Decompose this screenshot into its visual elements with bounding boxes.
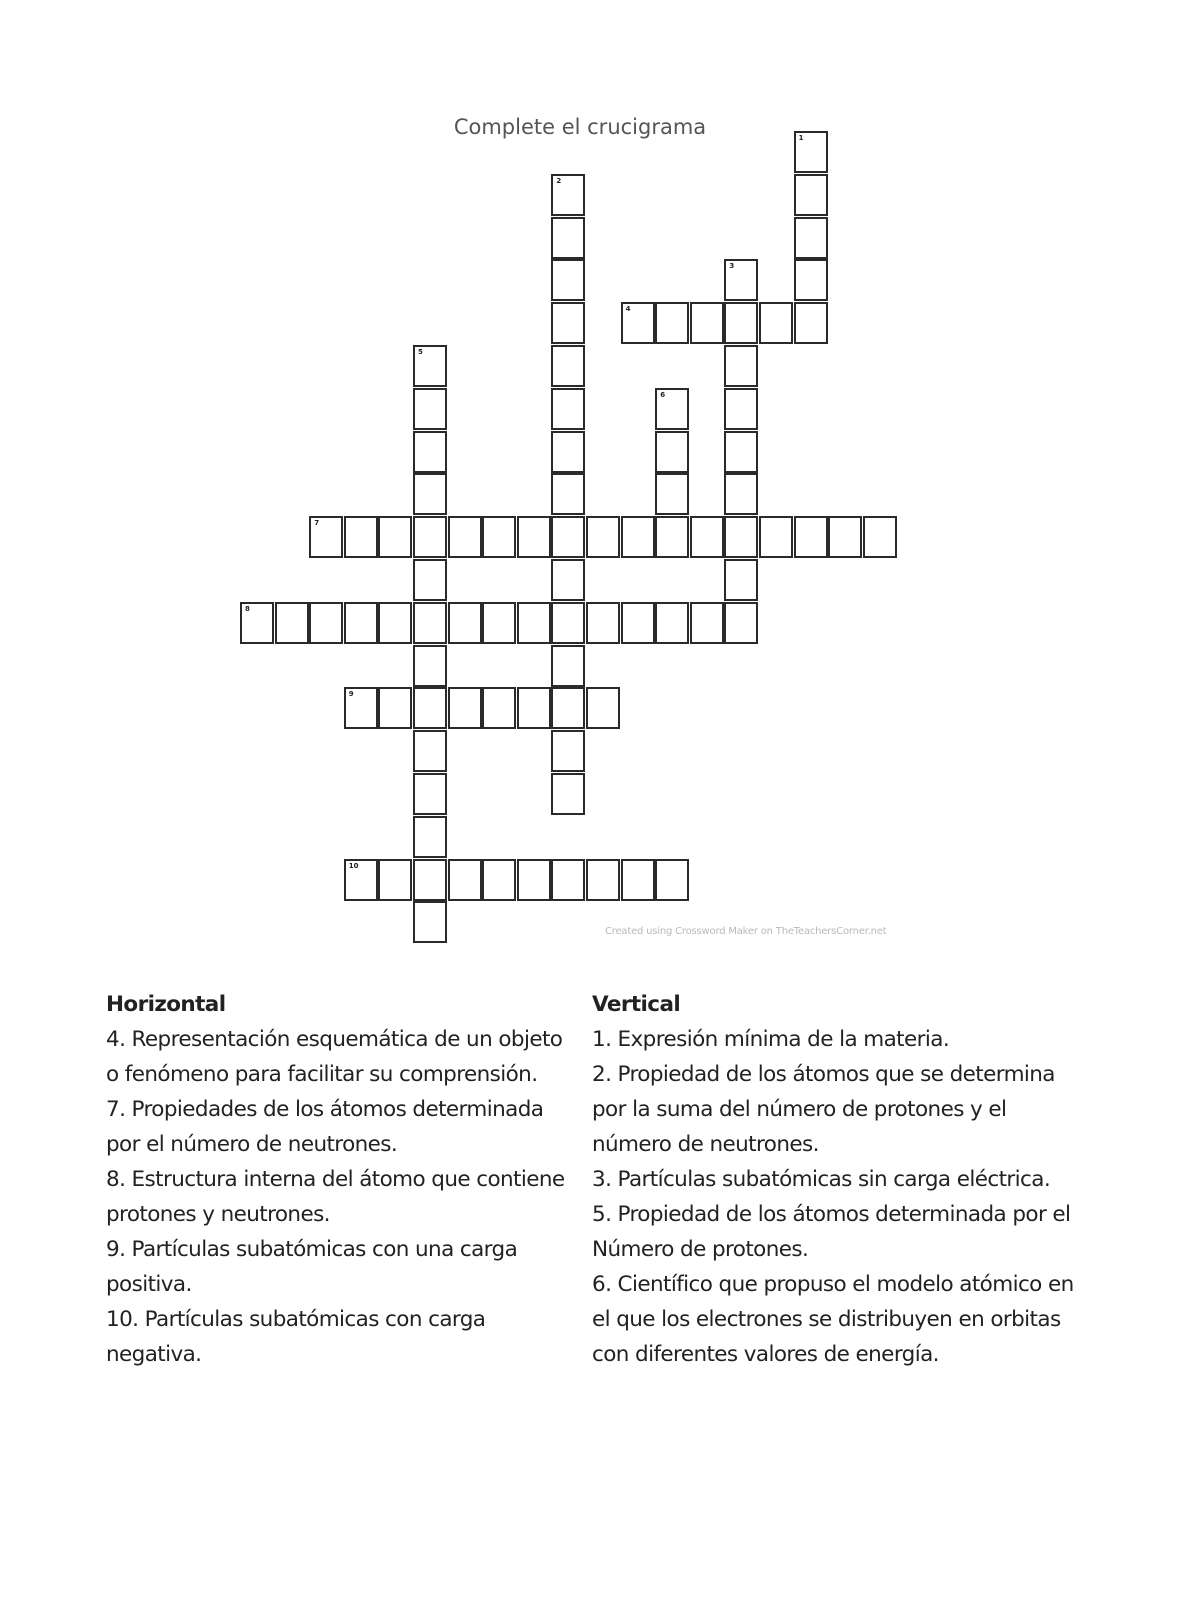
crossword-cell[interactable] — [344, 516, 378, 558]
crossword-cell[interactable] — [413, 431, 447, 473]
clue-number: 3 — [729, 262, 735, 271]
crossword-cell[interactable] — [690, 516, 724, 558]
crossword-cell[interactable] — [551, 259, 585, 301]
crossword-cell[interactable] — [413, 773, 447, 815]
credit-note: Created using Crossword Maker on TheTeachersCorner.net — [605, 926, 887, 937]
crossword-cell[interactable] — [551, 302, 585, 344]
crossword-title: Complete el crucigrama — [453, 115, 707, 139]
crossword-cell[interactable] — [551, 388, 585, 430]
crossword-cell[interactable] — [413, 859, 447, 901]
crossword-cell[interactable] — [794, 302, 828, 344]
crossword-cell[interactable] — [690, 602, 724, 644]
crossword-cell[interactable] — [240, 602, 274, 644]
crossword-cell[interactable] — [309, 516, 343, 558]
crossword-cell[interactable] — [621, 602, 655, 644]
crossword-cell[interactable] — [448, 602, 482, 644]
crossword-cell[interactable] — [655, 473, 689, 515]
crossword-cell[interactable] — [794, 131, 828, 173]
crossword-cell[interactable] — [309, 602, 343, 644]
crossword-cell[interactable] — [655, 388, 689, 430]
crossword-cell[interactable] — [655, 302, 689, 344]
crossword-cell[interactable] — [448, 859, 482, 901]
crossword-cell[interactable] — [759, 302, 793, 344]
crossword-cell[interactable] — [413, 645, 447, 687]
crossword-cell[interactable] — [448, 687, 482, 729]
crossword-cell[interactable] — [551, 773, 585, 815]
crossword-cell[interactable] — [551, 345, 585, 387]
clue-item: 9. Partículas subatómicas con una carga positiva. — [106, 1237, 518, 1297]
crossword-cell[interactable] — [344, 602, 378, 644]
clue-number: 6 — [660, 390, 666, 399]
crossword-cell[interactable] — [378, 602, 412, 644]
crossword-cell[interactable] — [517, 516, 551, 558]
crossword-cell[interactable] — [413, 816, 447, 858]
crossword-cell[interactable] — [413, 730, 447, 772]
clue-item: 7. Propiedades de los átomos determinada por el número de neutrones. — [106, 1097, 544, 1157]
crossword-cell[interactable] — [551, 730, 585, 772]
crossword-cell[interactable] — [413, 388, 447, 430]
clue-item: 5. Propiedad de los átomos determinada por el Número de protones. — [592, 1202, 1071, 1262]
crossword-cell[interactable] — [551, 473, 585, 515]
crossword-cell[interactable] — [724, 516, 758, 558]
clue-number: 1 — [798, 134, 804, 142]
crossword-cell[interactable] — [482, 859, 516, 901]
crossword-cell[interactable] — [413, 516, 447, 558]
crossword-cell[interactable] — [724, 388, 758, 430]
crossword-cell[interactable] — [655, 431, 689, 473]
clue-number: 5 — [418, 348, 423, 356]
crossword-cell[interactable] — [586, 602, 620, 644]
crossword-cell[interactable] — [621, 516, 655, 558]
horizontal-clues — [106, 987, 566, 1372]
clue-number: 8 — [245, 604, 250, 613]
clue-item: 8. Estructura interna del átomo que contiene protones y neutrones. — [106, 1167, 565, 1227]
crossword-cell[interactable] — [863, 516, 897, 558]
crossword-cell[interactable] — [517, 687, 551, 729]
crossword-cell[interactable] — [413, 687, 447, 729]
crossword-cell[interactable] — [378, 687, 412, 729]
crossword-cell[interactable] — [551, 217, 585, 259]
crossword-cell[interactable] — [517, 602, 551, 644]
crossword-cell[interactable] — [275, 602, 309, 644]
crossword-cell[interactable] — [724, 473, 758, 515]
clue-number: 2 — [556, 176, 562, 185]
crossword-cell[interactable] — [344, 859, 378, 901]
crossword-cell[interactable] — [794, 516, 828, 558]
crossword-cell[interactable] — [655, 516, 689, 558]
crossword-cell[interactable] — [586, 687, 620, 729]
crossword-cell[interactable] — [413, 345, 447, 387]
crossword-cell[interactable] — [621, 302, 655, 344]
horizontal-heading: Horizontal — [106, 992, 226, 1017]
crossword-cell[interactable] — [690, 302, 724, 344]
crossword-cell[interactable] — [794, 259, 828, 301]
crossword-cell[interactable] — [551, 859, 585, 901]
crossword-cell[interactable] — [413, 602, 447, 644]
crossword-cell[interactable] — [724, 602, 758, 644]
crossword-cell[interactable] — [517, 859, 551, 901]
crossword-cell[interactable] — [413, 901, 447, 943]
clue-item: 2. Propiedad de los átomos que se determina por la suma del número de protones y el número de neutrones. — [592, 1062, 1055, 1157]
clue-number: 7 — [314, 519, 320, 528]
vertical-clues — [592, 987, 1082, 1372]
crossword-cell[interactable] — [551, 687, 585, 729]
crossword-cell[interactable] — [413, 559, 447, 601]
clue-item: 6. Científico que propuso el modelo atómico en el que los electrones se distribuyen en orbitas con diferentes valores de energía. — [592, 1272, 1074, 1367]
clue-number: 10 — [348, 861, 359, 870]
crossword-cell[interactable] — [724, 259, 758, 301]
crossword-cell[interactable] — [551, 516, 585, 558]
crossword-cell[interactable] — [482, 602, 516, 644]
clue-item: 3. Partículas subatómicas sin carga eléctrica. — [592, 1167, 1051, 1192]
crossword-cell[interactable] — [724, 431, 758, 473]
crossword-cell[interactable] — [378, 859, 412, 901]
vertical-heading: Vertical — [592, 992, 681, 1017]
crossword-cell[interactable] — [794, 174, 828, 216]
crossword-cell[interactable] — [586, 516, 620, 558]
crossword-cell[interactable] — [482, 516, 516, 558]
clue-item: 4. Representación esquemática de un objeto o fenómeno para facilitar su comprensión. — [106, 1027, 563, 1087]
crossword-cell[interactable] — [413, 473, 447, 515]
clue-number: 9 — [348, 690, 354, 699]
crossword-cell[interactable] — [724, 345, 758, 387]
crossword-cell[interactable] — [551, 431, 585, 473]
clue-number: 4 — [625, 305, 631, 314]
crossword-cell[interactable] — [448, 516, 482, 558]
clue-item: 10. Partículas subatómicas con carga negativa. — [106, 1307, 486, 1367]
crossword-cell[interactable] — [655, 859, 689, 901]
crossword-cell[interactable] — [586, 859, 620, 901]
crossword-cell[interactable] — [724, 302, 758, 344]
crossword-cell[interactable] — [551, 645, 585, 687]
crossword-cell[interactable] — [724, 559, 758, 601]
crossword-cell[interactable] — [551, 174, 585, 216]
crossword-cell[interactable] — [378, 516, 412, 558]
crossword-cell[interactable] — [759, 516, 793, 558]
clue-item: 1. Expresión mínima de la materia. — [592, 1027, 950, 1052]
crossword-cell[interactable] — [655, 602, 689, 644]
crossword-cell[interactable] — [621, 859, 655, 901]
crossword-cell[interactable] — [482, 687, 516, 729]
crossword-cell[interactable] — [344, 687, 378, 729]
crossword-cell[interactable] — [551, 602, 585, 644]
crossword-cell[interactable] — [828, 516, 862, 558]
crossword-cell[interactable] — [551, 559, 585, 601]
crossword-cell[interactable] — [794, 217, 828, 259]
